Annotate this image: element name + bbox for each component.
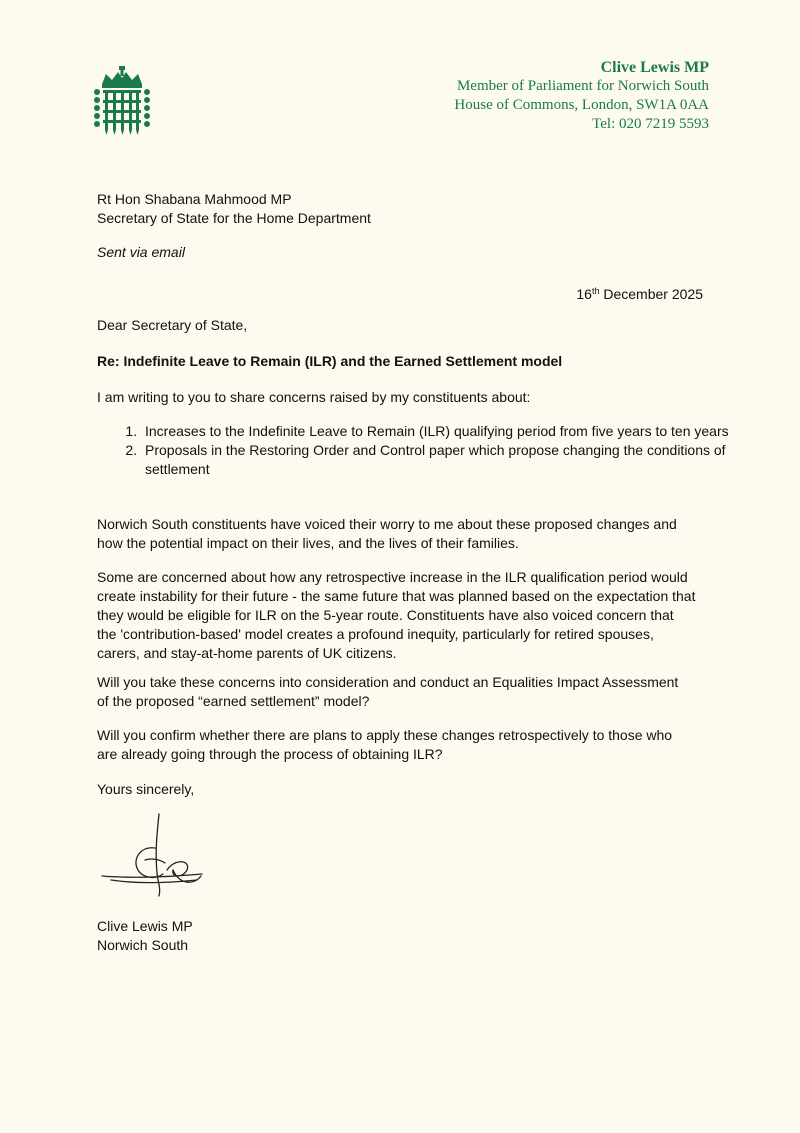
list-item: 1. Increases to the Indefinite Leave to Remain (ILR) qualifying period from five years to ten years — [141, 422, 751, 441]
intro-paragraph: I am writing to you to share concerns raised by my constituents about: — [97, 389, 531, 405]
recipient-block — [97, 190, 717, 228]
letter-date — [576, 282, 703, 304]
body-paragraph: Norwich South constituents have voiced their worry to me about these proposed changes and how the potential impact on their lives, and the lives of their families. — [97, 516, 677, 551]
subject-line: Re: Indefinite Leave to Remain (ILR) and the Earned Settlement model — [97, 353, 563, 369]
signoff-name: Clive Lewis MP — [97, 918, 193, 934]
body-paragraph: Will you take these concerns into consideration and conduct an Equalities Impact Assessment of the proposed “earned settlement” model? — [97, 674, 679, 709]
body-paragraph: Will you confirm whether there are plans to apply these changes retrospectively to those who are already going through the process of obtaining ILR? — [97, 727, 673, 762]
date-suffix: th — [591, 286, 600, 296]
portcullis-logo-icon — [92, 66, 152, 136]
sent-via: Sent via email — [97, 244, 185, 260]
salutation: Dear Secretary of State, — [97, 317, 248, 333]
signoff-constituency: Norwich South — [97, 937, 189, 953]
list-item: 2. Proposals in the Restoring Order and Control paper which propose changing the conditions of settlement — [141, 441, 751, 479]
date-rest: December 2025 — [599, 286, 703, 302]
body-paragraph: Some are concerned about how any retrospective increase in the ILR qualification period would create instability for their future - the same future that was planned based on the expectation that they would be eligible for ILR on the 5-year route. Constituents have also voiced concern that the 'contribution-based' model creates a profound inequity, particularly for retired spouses, carers, and stay-at-home parents of UK citizens. — [97, 569, 696, 661]
recipient-title: Secretary of State for the Home Department — [97, 210, 371, 226]
mp-telephone: Tel: 020 7219 5593 — [592, 116, 709, 132]
date-day: 16 — [576, 286, 592, 302]
handwritten-signature — [97, 808, 217, 908]
mp-name: Clive Lewis MP — [600, 59, 709, 76]
concerns-list — [97, 422, 751, 479]
mp-address: House of Commons, London, SW1A 0AA — [454, 97, 709, 113]
mp-role: Member of Parliament for Norwich South — [456, 78, 709, 94]
closing: Yours sincerely, — [97, 781, 195, 797]
signoff-block — [97, 917, 717, 955]
recipient-name: Rt Hon Shabana Mahmood MP — [97, 191, 292, 207]
letterhead — [454, 58, 709, 134]
